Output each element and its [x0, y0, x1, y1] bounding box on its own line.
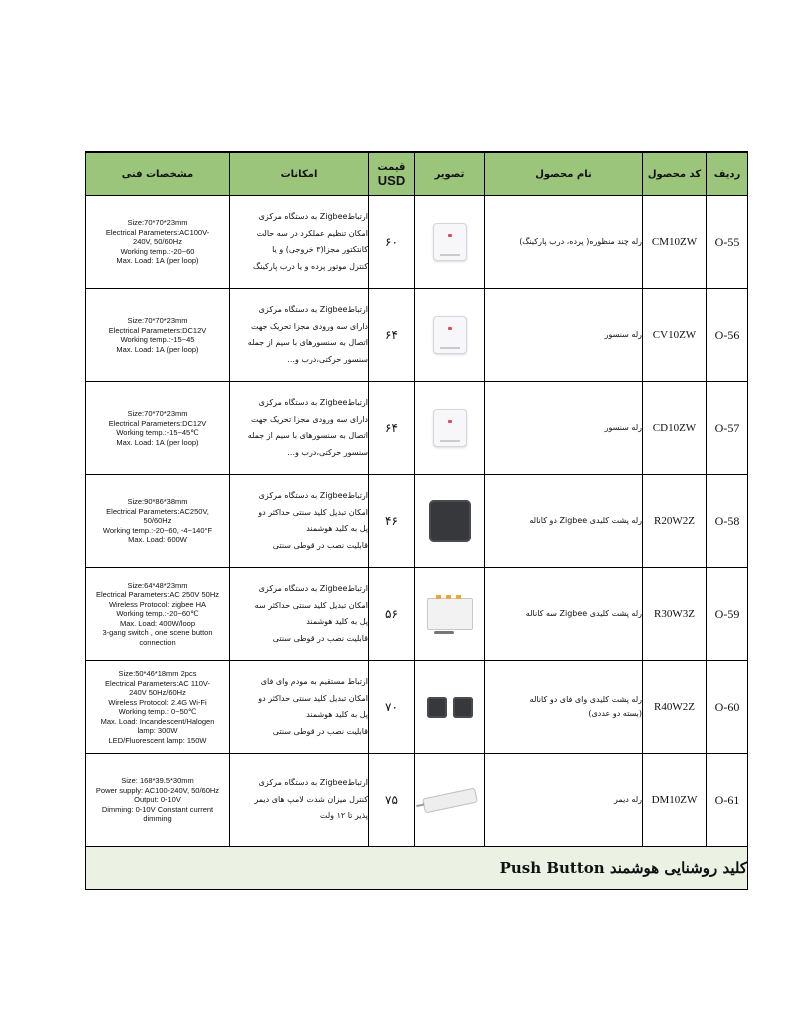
header-price-label: قیمت	[377, 162, 406, 173]
feature-line: اتصال به سنسورهای با سیم از جمله	[247, 338, 368, 347]
spec-line: Wireless Protocol: zigbee HA	[108, 599, 207, 609]
header-product-code: کد محصول	[643, 152, 707, 196]
row-number: O-55	[707, 196, 748, 289]
product-features	[230, 475, 369, 568]
product-code: R40W2Z	[643, 661, 707, 754]
product-specs	[86, 568, 230, 661]
product-image	[415, 196, 485, 289]
product-features	[230, 754, 369, 847]
spec-line: Wireless Protocol: 2.4G Wi-Fi	[108, 697, 207, 707]
feature-line: قابلیت نصب در قوطی سنتی	[272, 633, 368, 643]
spec-line: Electrical Parameters:AC100V-	[105, 227, 210, 237]
header-features: امکانات	[230, 152, 369, 196]
spec-line: Electrical Parameters:DC12V	[108, 418, 207, 428]
spec-line: 240V 50Hz/60Hz	[129, 688, 186, 697]
feature-line: پذیر تا ۱۲ ولت	[319, 811, 368, 821]
product-price: ۵۶	[369, 568, 415, 661]
spec-line: Electrical Parameters:AC 110V-	[105, 678, 210, 688]
spec-line: Size:70*70*23mm	[127, 409, 188, 418]
product-price: ۶۰	[369, 196, 415, 289]
product-specs	[86, 661, 230, 754]
section-row	[86, 847, 748, 890]
product-image	[415, 475, 485, 568]
spec-line: Working temp.:-20~60, -4~140°F	[102, 525, 213, 535]
black-module-icon	[429, 500, 471, 542]
two-black-modules-icon	[415, 697, 484, 718]
header-specs: مشخصات فنی	[86, 152, 230, 196]
product-name-line: (بسته دو عددی)	[588, 709, 642, 718]
feature-line: ارتباطZigbee به دستگاه مرکزی	[258, 778, 368, 788]
spec-line: Working temp.:-15~45℃	[116, 428, 199, 437]
feature-line: ارتباط مستقیم به مودم وای فای	[260, 677, 368, 686]
feature-line: سنسور حرکتی،درب و...	[287, 354, 368, 364]
spec-line: Size:70*70*23mm	[127, 316, 188, 325]
product-image	[415, 382, 485, 475]
feature-line: اتصال به سنسورهای با سیم از جمله	[247, 431, 368, 440]
product-name-line: رله پشت کلیدی Zigbee سه کاناله	[525, 609, 642, 618]
product-features	[230, 196, 369, 289]
row-number: O-59	[707, 568, 748, 661]
table-row	[86, 196, 748, 289]
feature-line: پل به کلید هوشمند	[306, 710, 368, 719]
product-name	[485, 475, 643, 568]
product-code: R20W2Z	[643, 475, 707, 568]
table-row	[86, 475, 748, 568]
spec-line: LED/Fluorescent lamp: 150W	[108, 735, 207, 745]
product-image	[415, 568, 485, 661]
spec-line: Electrical Parameters:DC12V	[108, 325, 207, 335]
table-row	[86, 568, 748, 661]
product-name	[485, 382, 643, 475]
white-relay-icon	[433, 316, 467, 354]
feature-line: قابلیت نصب در قوطی سنتی	[272, 540, 368, 550]
feature-line: امکان تبدیل کلید سنتی حداکثر دو	[258, 693, 368, 703]
row-number: O-60	[707, 661, 748, 754]
spec-line: 50/60Hz	[143, 516, 172, 526]
dimmer-module-icon	[422, 787, 478, 813]
feature-line: امکان تنظیم عملکرد در سه حالت	[256, 228, 368, 238]
spec-line: Size:50*46*18mm 2pcs	[118, 669, 197, 678]
product-name-line: رله چند منظوره( پرده، درب پارکینگ)	[519, 237, 642, 246]
product-name-line: رله دیمر	[614, 795, 642, 804]
product-name	[485, 754, 643, 847]
spec-line: Output: 0-10V	[134, 795, 181, 805]
spec-line: Size:64*48*23mm	[127, 580, 188, 590]
header-image: تصویر	[415, 152, 485, 196]
table-row	[86, 382, 748, 475]
spec-line: Size:70*70*23mm	[127, 218, 188, 228]
product-image	[415, 661, 485, 754]
product-code: CD10ZW	[643, 382, 707, 475]
price-table	[85, 151, 748, 890]
spec-line: Working temp.: 0~50℃	[118, 707, 197, 716]
feature-line: ارتباطZigbee به دستگاه مرکزی	[258, 491, 368, 500]
product-image	[415, 754, 485, 847]
spec-line: Electrical Parameters:AC250V,	[106, 506, 209, 516]
header-row	[86, 152, 748, 196]
row-number: O-57	[707, 382, 748, 475]
product-features	[230, 568, 369, 661]
spec-line: Working temp.:-20~60	[120, 246, 195, 256]
spec-line: connection	[139, 637, 176, 647]
feature-line: ارتباطZigbee به دستگاه مرکزی	[258, 305, 368, 314]
table-row	[86, 289, 748, 382]
feature-line: کنترل موتور پرده و یا درب پارکینگ	[253, 261, 368, 271]
feature-line: پل به کلید هوشمند	[306, 524, 368, 533]
spec-line: lamp: 300W	[137, 726, 178, 735]
spec-line: 3-gang switch , one scene button	[102, 628, 213, 638]
feature-line: کنترل میزان شدت لامپ های دیمر	[254, 794, 368, 804]
product-features	[230, 289, 369, 382]
spec-line: Working temp.:-20~60℃	[116, 609, 199, 619]
feature-line: ارتباطZigbee به دستگاه مرکزی	[258, 398, 368, 407]
table-row	[86, 661, 748, 754]
product-name	[485, 196, 643, 289]
spec-line: Max. Load: 1A (per loop)	[116, 437, 199, 447]
spec-line: dimming	[143, 814, 172, 824]
table-row	[86, 754, 748, 847]
product-name-line: رله پشت کلیدی وای فای دو کاناله	[529, 695, 642, 704]
product-specs	[86, 382, 230, 475]
product-price: ۶۴	[369, 289, 415, 382]
product-features	[230, 382, 369, 475]
row-number: O-56	[707, 289, 748, 382]
product-code: CV10ZW	[643, 289, 707, 382]
feature-line: ارتباطZigbee به دستگاه مرکزی	[258, 584, 368, 593]
product-specs	[86, 289, 230, 382]
feature-line: سنسور حرکتی،درب و...	[287, 447, 368, 457]
header-price-unit: USD	[377, 173, 406, 188]
product-name	[485, 568, 643, 661]
white-relay-icon	[433, 223, 467, 261]
product-image	[415, 289, 485, 382]
feature-line: دارای سه ورودی مجزا تحریک جهت	[250, 414, 368, 424]
product-name	[485, 661, 643, 754]
header-price	[369, 152, 415, 196]
product-code: DM10ZW	[643, 754, 707, 847]
spec-line: Max. Load: Incandescent/Halogen	[100, 716, 215, 726]
header-product-name: نام محصول	[485, 152, 643, 196]
feature-line: کانتکتور مجزا(۳ خروجی) و یا	[272, 245, 368, 254]
spec-line: Max. Load: 1A (per loop)	[116, 344, 199, 354]
white-relay-icon	[433, 409, 467, 447]
spec-line: Power supply: AC100-240V, 50/60Hz	[95, 785, 220, 795]
feature-line: قابلیت نصب در قوطی سنتی	[272, 726, 368, 736]
product-specs	[86, 196, 230, 289]
spec-line: 240V, 50/60Hz	[133, 237, 182, 247]
product-price: ۴۶	[369, 475, 415, 568]
spec-line: Electrical Parameters:AC 250V 50Hz	[96, 590, 219, 600]
feature-line: امکان تبدیل کلید سنتی حداکثر سه	[254, 600, 368, 610]
product-name	[485, 289, 643, 382]
product-specs	[86, 754, 230, 847]
product-code: R30W3Z	[643, 568, 707, 661]
feature-line: امکان تبدیل کلید سنتی حداکثر دو	[258, 507, 368, 517]
feature-line: دارای سه ورودی مجزا تحریک جهت	[250, 321, 368, 331]
product-name-line: رله سنسور	[604, 330, 642, 339]
spec-line: Size:90*86*38mm	[127, 497, 188, 507]
spec-line: Dimming: 0-10V Constant current	[101, 804, 214, 814]
spec-line: Max. Load: 600W	[128, 535, 187, 545]
product-name-line: رله پشت کلیدی Zigbee دو کاناله	[529, 516, 642, 525]
row-number: O-58	[707, 475, 748, 568]
product-features	[230, 661, 369, 754]
section-title: کلید روشنایی هوشمند Push Button	[86, 847, 748, 890]
product-price: ۷۰	[369, 661, 415, 754]
spec-line: Max. Load: 400W/loop	[119, 618, 196, 628]
feature-line: ارتباطZigbee به دستگاه مرکزی	[258, 212, 368, 221]
product-price: ۷۵	[369, 754, 415, 847]
spec-line: Working temp.:-15~45	[120, 335, 195, 344]
row-number: O-61	[707, 754, 748, 847]
three-channel-relay-icon	[427, 598, 473, 630]
feature-line: پل به کلید هوشمند	[306, 617, 368, 626]
product-name-line: رله سنسور	[604, 423, 642, 432]
header-row-number: ردیف	[707, 152, 748, 196]
spec-line: Max. Load: 1A (per loop)	[116, 256, 199, 266]
spec-line: Size: 168*39.5*30mm	[121, 776, 194, 786]
product-specs	[86, 475, 230, 568]
product-price: ۶۴	[369, 382, 415, 475]
product-code: CM10ZW	[643, 196, 707, 289]
